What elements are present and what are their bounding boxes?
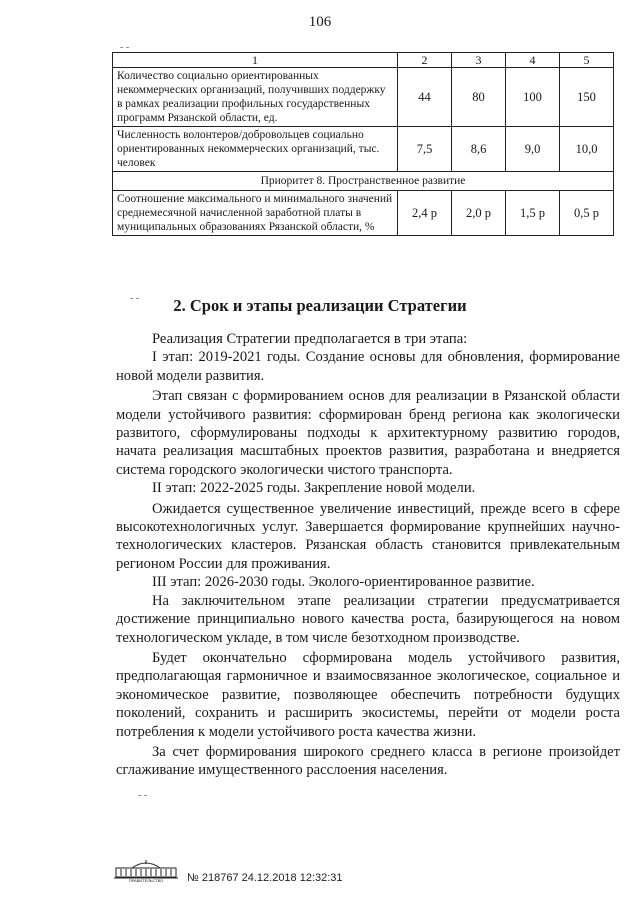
paragraph: II этап: 2022-2025 годы. Закрепление новой модели. bbox=[152, 480, 476, 497]
column-header: 3 bbox=[452, 53, 506, 68]
scan-specks: - - bbox=[130, 293, 140, 304]
table-row bbox=[113, 127, 614, 172]
paragraph: Будет окончательно сформирована модель устойчивого развития, предполагающая гармоничное и взаимосвязанное экологическое, социальное и экономическое развитие, позволяющее обеспечить потребности будущих поколений, сохранить и расширить экосистемы, перейти от модели роста потребления к модели устойчивого роста качества жизни. bbox=[116, 649, 620, 740]
indicator-value: 100 bbox=[506, 68, 560, 127]
column-header: 4 bbox=[506, 53, 560, 68]
indicator-value: 8,6 bbox=[452, 127, 506, 172]
indicator-value: 9,0 bbox=[506, 127, 560, 172]
page-number: 106 bbox=[308, 14, 332, 30]
paragraph: III этап: 2026-2030 годы. Эколого-ориентированное развитие. bbox=[152, 574, 535, 591]
table-row bbox=[113, 191, 614, 236]
scan-specks: - - bbox=[120, 42, 130, 53]
column-header: 2 bbox=[398, 53, 452, 68]
column-header: 5 bbox=[560, 53, 614, 68]
indicator-value: 2,4 р bbox=[398, 191, 452, 236]
priority-label: Приоритет 8. Пространственное развитие bbox=[113, 172, 614, 191]
document-number: № 218767 24.12.2018 12:32:31 bbox=[187, 872, 343, 884]
indicator-name: Численность волонтеров/добровольцев социально ориентированных некоммерческих организаций, тыс. человек bbox=[113, 127, 398, 172]
indicator-value: 1,5 р bbox=[506, 191, 560, 236]
priority-row bbox=[113, 172, 614, 191]
indicator-value: 80 bbox=[452, 68, 506, 127]
paragraph: За счет формирования широкого среднего класса в регионе произойдет сглаживание имущественного расслоения населения. bbox=[116, 743, 620, 779]
paragraph: Этап связан с формированием основ для реализации в Рязанской области модели устойчивого развития: сформирован бренд региона как экологически развитого, сформулированы подходы к архитектурному развитию городов, начата реализация масштабных проектов развития, разработана и внедряется система городского экологически чистого транспорта. bbox=[116, 388, 620, 478]
svg-text:ПРАВИТЕЛЬСТВО: ПРАВИТЕЛЬСТВО bbox=[128, 878, 164, 882]
indicator-value: 0,5 р bbox=[560, 191, 614, 236]
paragraph: На заключительном этапе реализации стратегии предусматривается достижение принципиально нового качества роста, базирующегося на новом технологическом укладе, в том числе безотходном производстве. bbox=[116, 592, 620, 646]
indicator-value: 2,0 р bbox=[452, 191, 506, 236]
scan-specks: - - bbox=[138, 790, 148, 801]
indicator-value: 150 bbox=[560, 68, 614, 127]
table-row bbox=[113, 68, 614, 127]
indicators-table bbox=[112, 52, 614, 236]
column-header: 1 bbox=[113, 53, 398, 68]
indicator-value: 44 bbox=[398, 68, 452, 127]
government-building-stamp-icon bbox=[112, 860, 180, 882]
section-title: 2. Срок и этапы реализации Стратегии bbox=[173, 296, 467, 315]
paragraph: Реализация Стратегии предполагается в три этапа: bbox=[152, 331, 468, 347]
paragraph: Ожидается существенное увеличение инвестиций, прежде всего в сфере высокотехнологичных услуг. Завершается формирование крупнейших научно-технологических кластеров. Рязанская область становится привлекательным регионом России для проживания. bbox=[116, 500, 620, 572]
indicator-value: 7,5 bbox=[398, 127, 452, 172]
indicator-value: 10,0 bbox=[560, 127, 614, 172]
table-header-row bbox=[113, 53, 614, 68]
indicator-name: Количество социально ориентированных некоммерческих организаций, получивших поддержку в рамках реализации профильных государственных программ Рязанской области, ед. bbox=[113, 68, 398, 127]
paragraph: I этап: 2019-2021 годы. Создание основы для обновления, формирование новой модели развития. bbox=[116, 349, 620, 384]
indicator-name: Соотношение максимального и минимального значений среднемесячной начисленной заработной платы в муниципальных образованиях Рязанской области, % bbox=[113, 191, 398, 236]
body-text bbox=[116, 330, 620, 780]
